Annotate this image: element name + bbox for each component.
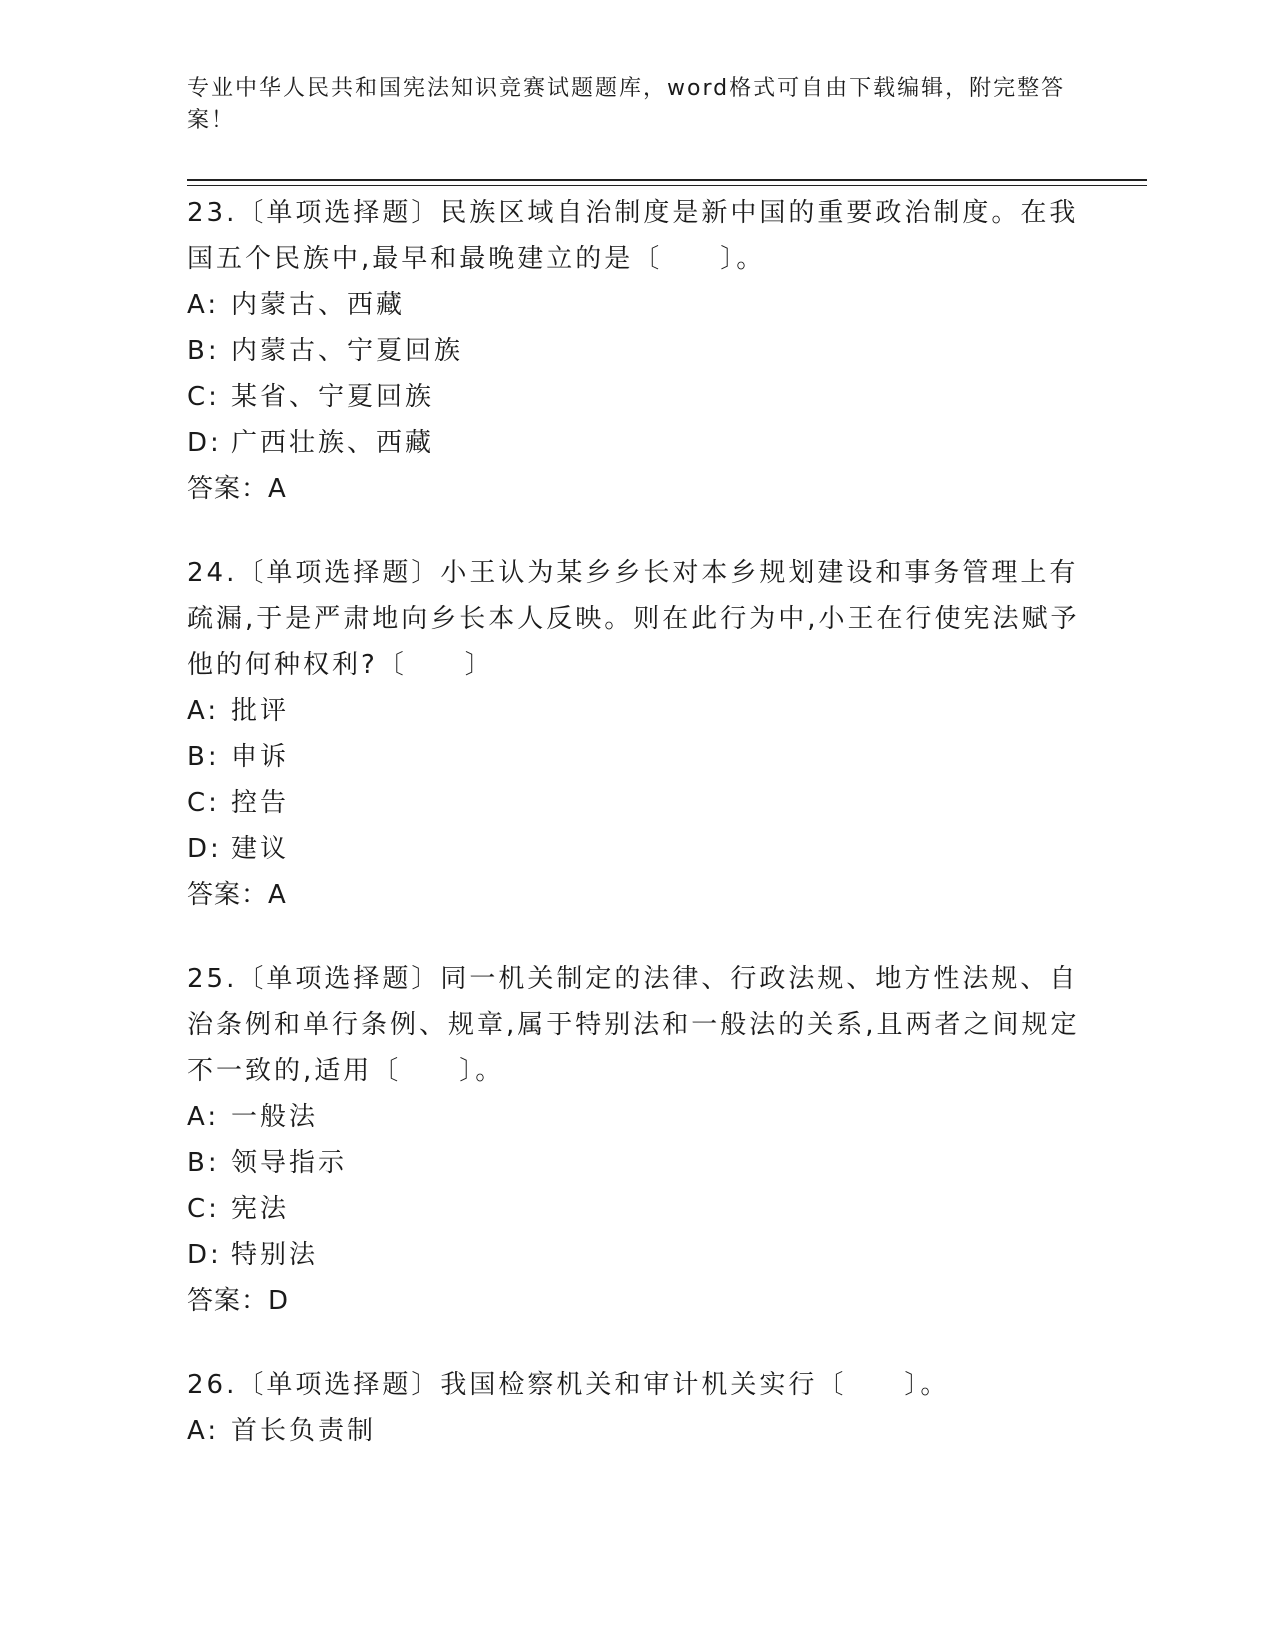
question-25 <box>187 956 1087 1324</box>
option-label: A: <box>187 696 220 726</box>
option-label: B: <box>187 1148 220 1178</box>
option-a <box>187 1094 1087 1140</box>
option-d <box>187 1232 1087 1278</box>
option-b <box>187 1140 1087 1186</box>
option-text: 某省、宁夏回族 <box>231 382 435 412</box>
question-24 <box>187 550 1087 918</box>
option-label: C: <box>187 1194 220 1224</box>
option-label: B: <box>187 336 220 366</box>
option-a <box>187 1408 1087 1454</box>
question-text: 23.〔单项选择题〕民族区域自治制度是新中国的重要政治制度。在我国五个民族中,最早和最晚建立的是〔 〕。 <box>187 198 1079 274</box>
option-a <box>187 688 1087 734</box>
option-b <box>187 328 1087 374</box>
option-label: A: <box>187 1416 220 1446</box>
option-d <box>187 420 1087 466</box>
option-a <box>187 282 1087 328</box>
question-26 <box>187 1362 1087 1454</box>
option-label: D: <box>187 1240 222 1270</box>
option-label: C: <box>187 382 220 412</box>
option-c <box>187 780 1087 826</box>
option-d <box>187 826 1087 872</box>
option-text: 内蒙古、西藏 <box>231 290 406 320</box>
option-label: A: <box>187 1102 220 1132</box>
question-text: 24.〔单项选择题〕小王认为某乡乡长对本乡规划建设和事务管理上有疏漏,于是严肃地向乡长本人反映。则在此行为中,小王在行使宪法赋予他的何种权利?〔 〕 <box>187 558 1080 680</box>
option-text: 广西壮族、西藏 <box>231 428 435 458</box>
question-list <box>187 190 1087 1492</box>
header-divider-thin <box>187 185 1147 186</box>
option-text: 领导指示 <box>231 1148 348 1178</box>
option-label: A: <box>187 290 220 320</box>
document-header: 专业中华人民共和国宪法知识竞赛试题题库，word格式可自由下载编辑，附完整答案！ <box>187 76 1066 133</box>
option-text: 宪法 <box>231 1194 290 1224</box>
answer-text: 答案：A <box>187 474 287 504</box>
option-label: D: <box>187 834 222 864</box>
question-text: 26.〔单项选择题〕我国检察机关和审计机关实行〔 〕。 <box>187 1370 950 1400</box>
option-label: B: <box>187 742 220 772</box>
option-text: 首长负责制 <box>231 1416 377 1446</box>
option-c <box>187 374 1087 420</box>
option-label: C: <box>187 788 220 818</box>
option-text: 建议 <box>231 834 290 864</box>
question-text: 25.〔单项选择题〕同一机关制定的法律、行政法规、地方性法规、自治条例和单行条例、规章,属于特别法和一般法的关系,且两者之间规定不一致的,适用〔 〕。 <box>187 964 1080 1086</box>
option-label: D: <box>187 428 222 458</box>
option-text: 特别法 <box>231 1240 319 1270</box>
question-23 <box>187 190 1087 512</box>
option-b <box>187 734 1087 780</box>
option-text: 内蒙古、宁夏回族 <box>231 336 464 366</box>
option-text: 批评 <box>231 696 290 726</box>
option-text: 控告 <box>231 788 290 818</box>
option-c <box>187 1186 1087 1232</box>
option-text: 申诉 <box>231 742 290 772</box>
answer-text: 答案：D <box>187 1286 290 1316</box>
answer-text: 答案：A <box>187 880 287 910</box>
header-divider-thick <box>187 179 1147 181</box>
option-text: 一般法 <box>231 1102 319 1132</box>
